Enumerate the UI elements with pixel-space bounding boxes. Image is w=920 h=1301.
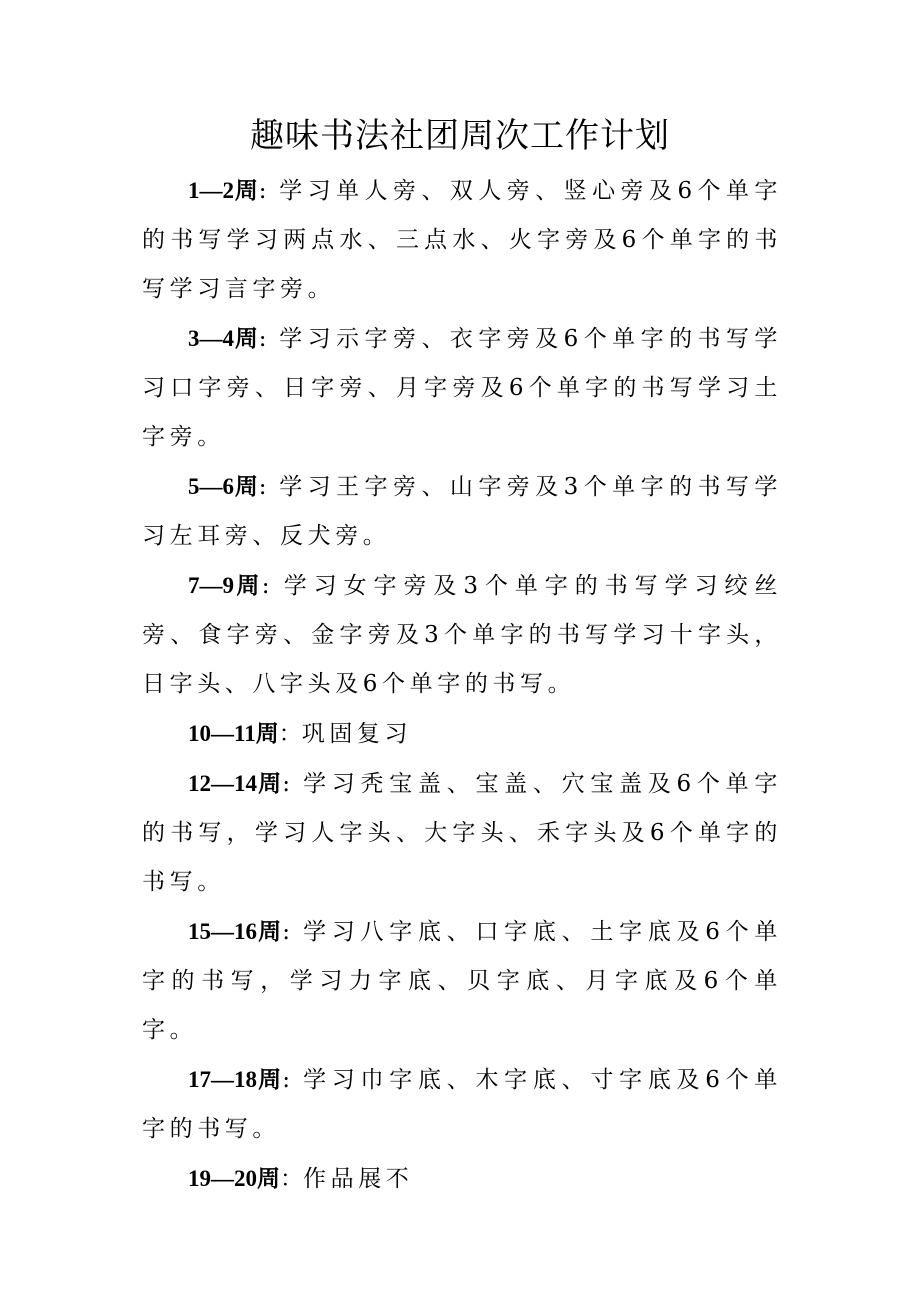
week-range: 10—11周 xyxy=(188,721,279,746)
week-range: 5—6周 xyxy=(188,474,259,499)
plan-entry-week-7-9 xyxy=(142,561,782,709)
entry-text: 作品展不 xyxy=(303,1166,414,1192)
entry-text: 学习示字旁、衣字旁及6个单字的书写学习口字旁、日字旁、月字旁及6个单字的书写学习土字旁。 xyxy=(142,326,783,450)
week-range: 3—4周 xyxy=(188,326,259,351)
entry-text: 学习王字旁、山字旁及3个单字的书写学习左耳旁、反犬旁。 xyxy=(142,474,783,549)
week-separator: : xyxy=(282,1067,291,1093)
week-separator: : xyxy=(258,326,267,352)
week-separator: ： xyxy=(278,721,302,747)
week-separator: ： xyxy=(280,1166,303,1192)
entry-text: 学习单人旁、双人旁、竖心旁及6个单字的书写学习两点水、三点水、火字旁及6个单字的书写学习言字旁。 xyxy=(142,178,783,302)
entry-text: 学习女字旁及3个单字的书写学习绞丝旁、食字旁、金字旁及3个单字的书写学习十字头，日字头、八字头及6个单字的书写。 xyxy=(142,573,782,697)
plan-entry-week-3-4 xyxy=(142,314,782,462)
week-range: 1—2周 xyxy=(188,178,259,203)
week-range: 19—20周 xyxy=(188,1166,280,1191)
plan-entry-week-15-16 xyxy=(142,907,782,1055)
week-range: 12—14周 xyxy=(188,771,283,796)
plan-entry-week-1-2 xyxy=(142,166,782,314)
week-separator: : xyxy=(258,178,267,204)
week-separator: : xyxy=(261,573,270,599)
plan-entry-week-10-11 xyxy=(142,709,782,759)
entry-text: 学习秃宝盖、宝盖、穴宝盖及6个单字的书写，学习人字头、大字头、禾字头及6个单字的书写。 xyxy=(142,771,782,895)
week-range: 7—9周 xyxy=(188,573,262,598)
week-separator: : xyxy=(282,771,291,797)
page-title: 趣味书法社团周次工作计划 xyxy=(250,116,670,156)
plan-entry-week-19-20 xyxy=(142,1154,782,1204)
week-range: 17—18周 xyxy=(188,1067,283,1092)
entry-text: 学习八字底、口字底、土字底及6个单字的书写，学习力字底、贝字底、月字底及6个单字。 xyxy=(142,919,782,1043)
plan-body xyxy=(142,166,782,1204)
plan-entry-week-5-6 xyxy=(142,462,782,561)
plan-entry-week-17-18 xyxy=(142,1055,782,1154)
entry-text: 学习巾字底、木字底、寸字底及6个单字的书写。 xyxy=(142,1067,782,1142)
plan-entry-week-12-14 xyxy=(142,759,782,907)
week-range: 15—16周 xyxy=(188,919,283,944)
entry-text: 巩固复习 xyxy=(301,721,413,747)
week-separator: : xyxy=(282,919,291,945)
week-separator: : xyxy=(258,474,267,500)
